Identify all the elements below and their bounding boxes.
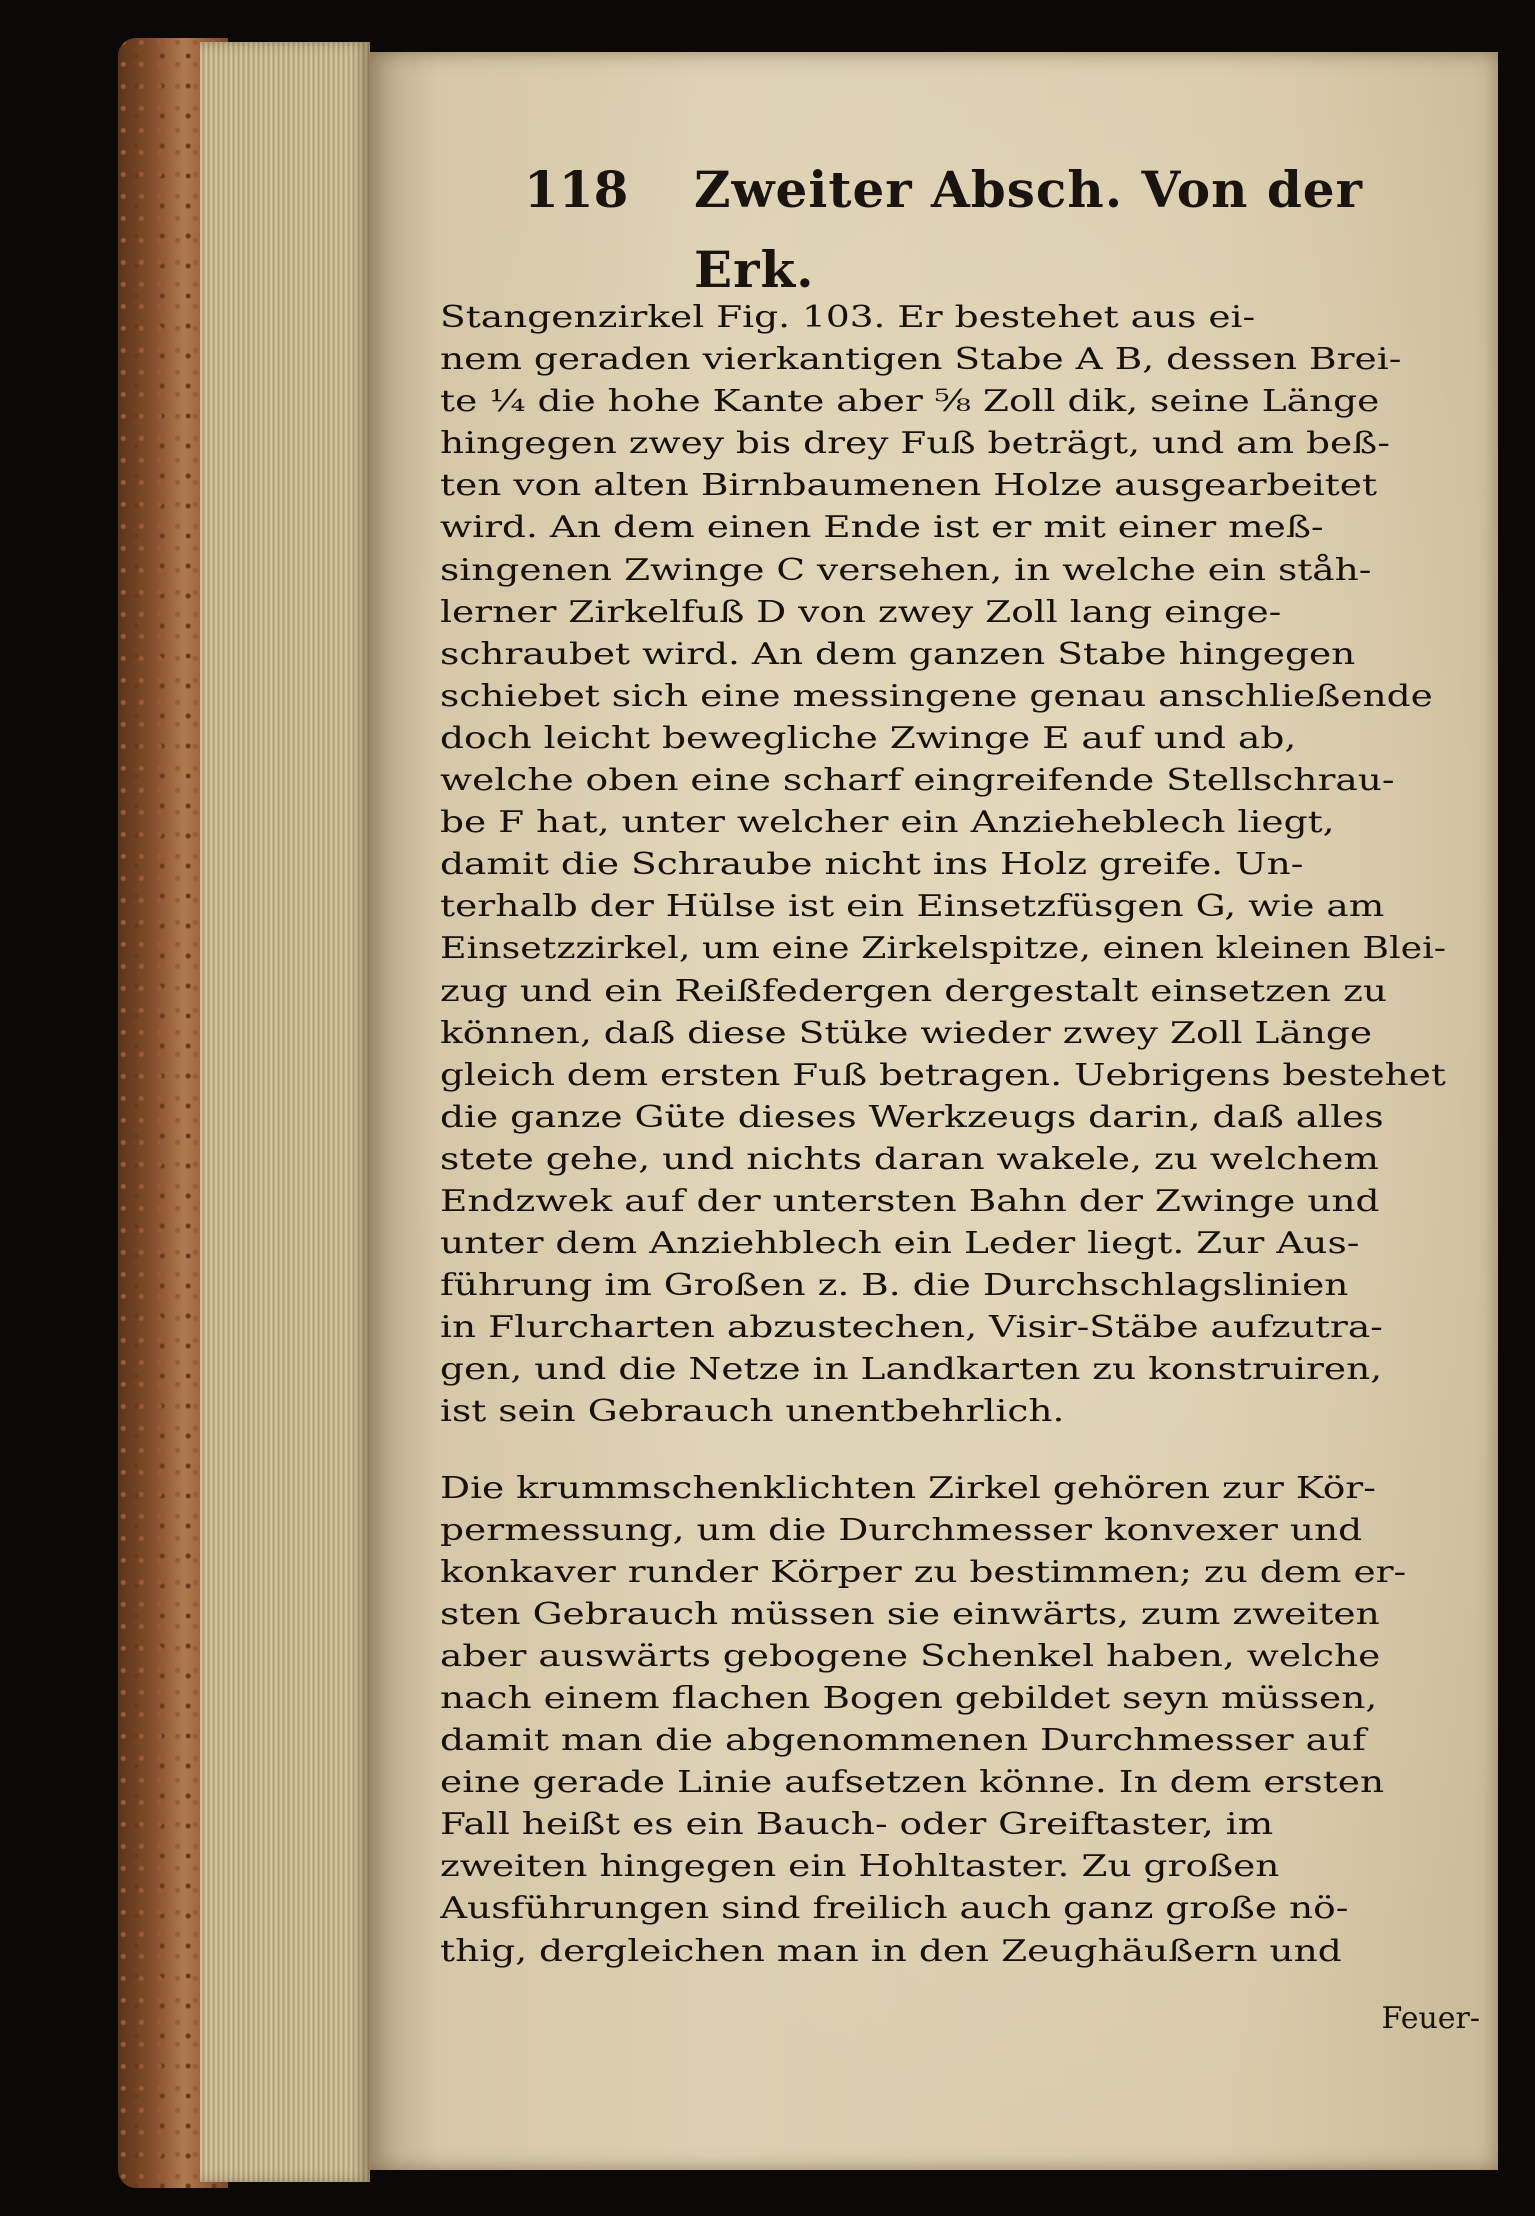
text-line: schiebet sich eine messingene genau anschließende: [440, 678, 1433, 714]
text-line: Stangenzirkel Fig. 103. Er bestehet aus ei-: [440, 300, 1256, 335]
page-header: [524, 150, 1444, 299]
text-line: te ¼ die hohe Kante aber ⅝ Zoll dik, seine Länge: [440, 384, 1380, 420]
running-head: Zweiter Absch. Von der Erk.: [694, 160, 1363, 299]
text-line: ist sein Gebrauch unentbehrlich.: [440, 1394, 1065, 1430]
text-line: hingegen zwey bis drey Fuß beträgt, und am beß-: [440, 426, 1390, 462]
text-line: wird. An dem einen Ende ist er mit einer meß-: [440, 510, 1324, 546]
text-line: Fall heißt es ein Bauch- oder Greiftaster, im: [440, 1807, 1274, 1843]
text-line: damit die Schraube nicht ins Holz greife. Un-: [440, 847, 1304, 883]
text-line: gleich dem ersten Fuß betragen. Uebrigens bestehet: [440, 1057, 1446, 1093]
paragraph-2: [440, 1468, 1446, 1973]
text-line: nem geraden vierkantigen Stabe A B, dessen Brei-: [440, 342, 1402, 378]
text-line: zug und ein Reißfedergen dergestalt einsetzen zu: [440, 973, 1388, 1009]
text-line: können, daß diese Stüke wieder zwey Zoll Länge: [440, 1015, 1373, 1051]
paragraph-1: [440, 297, 1446, 1434]
text-line: terhalb der Hülse ist ein Einsetzfüsgen G, wie am: [440, 889, 1385, 925]
text-line: zweiten hingegen ein Hohltaster. Zu großen: [440, 1849, 1280, 1885]
text-line: nach einem flachen Bogen gebildet seyn müssen,: [440, 1681, 1378, 1716]
text-line: Einsetzzirkel, um eine Zirkelspitze, einen kleinen Blei-: [440, 931, 1447, 967]
text-line: Endzwek auf der untersten Bahn der Zwinge und: [440, 1183, 1380, 1219]
paragraph-gap: [440, 1434, 1446, 1468]
text-line: singenen Zwinge C versehen, in welche ein ståh-: [440, 552, 1372, 588]
text-line: eine gerade Linie aufsetzen könne. In dem ersten: [440, 1765, 1385, 1801]
page-number: 118: [524, 160, 629, 219]
text-line: permessung, um die Durchmesser konvexer und: [440, 1512, 1363, 1548]
text-line: ten von alten Birnbaumenen Holze ausgearbeitet: [440, 468, 1378, 504]
text-line: thig, dergleichen man in den Zeughäußern und: [440, 1933, 1342, 1969]
text-line: führung im Großen z. B. die Durchschlagslinien: [440, 1268, 1349, 1304]
body-text: [440, 297, 1446, 1973]
text-line: unter dem Anziehblech ein Leder liegt. Zur Aus-: [440, 1226, 1360, 1262]
text-line: Ausführungen sind freilich auch ganz große nö-: [440, 1891, 1349, 1927]
catchword: Feuer-: [1381, 2001, 1480, 2036]
text-line: doch leicht bewegliche Zwinge E auf und ab,: [440, 720, 1297, 756]
text-line: welche oben eine scharf eingreifende Stellschrau-: [440, 763, 1395, 799]
text-line: die ganze Güte dieses Werkzeugs darin, daß alles: [440, 1099, 1384, 1135]
page-edges: [200, 42, 370, 2182]
text-line: sten Gebrauch müssen sie einwärts, zum zweiten: [440, 1596, 1380, 1632]
text-line: schraubet wird. An dem ganzen Stabe hingegen: [440, 636, 1356, 672]
text-line: damit man die abgenommenen Durchmesser auf: [440, 1723, 1366, 1759]
text-line: Die krummschenklichten Zirkel gehören zur Kör-: [440, 1470, 1376, 1506]
text-line: in Flurcharten abzustechen, Visir-Stäbe aufzutra-: [440, 1310, 1383, 1346]
text-line: aber auswärts gebogene Schenkel haben, welche: [440, 1638, 1381, 1674]
text-line: stete gehe, und nichts daran wakele, zu welchem: [440, 1141, 1379, 1177]
text-line: konkaver runder Körper zu bestimmen; zu dem er-: [440, 1554, 1407, 1590]
text-line: lerner Zirkelfuß D von zwey Zoll lang einge-: [440, 594, 1282, 630]
book-page: [370, 52, 1498, 2170]
text-line: gen, und die Netze in Landkarten zu konstruiren,: [440, 1352, 1383, 1388]
text-line: be F hat, unter welcher ein Anzieheblech liegt,: [440, 805, 1335, 841]
